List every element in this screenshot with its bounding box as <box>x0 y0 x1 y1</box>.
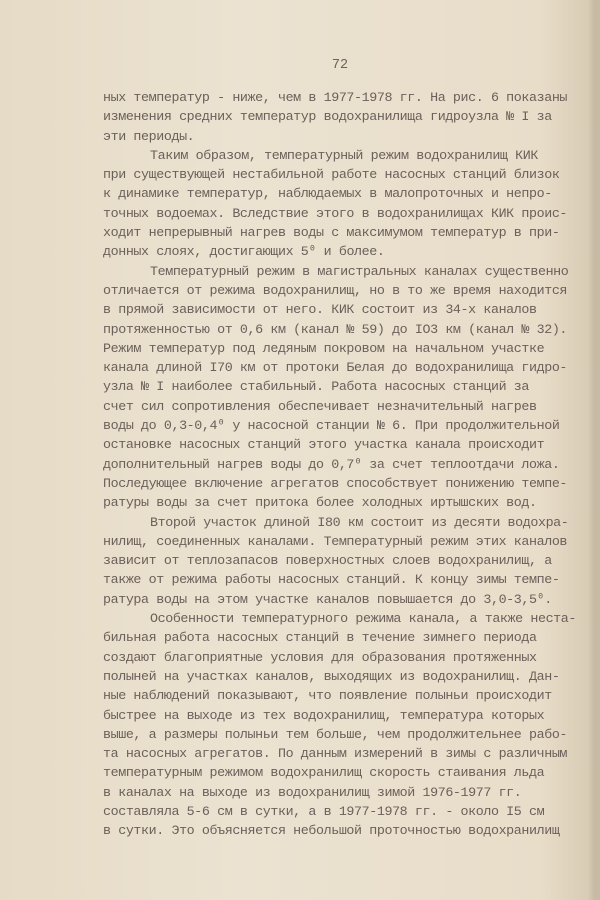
text-line: бильная работа насосных станций в течение зимнего периода <box>103 631 537 647</box>
text-line: отличается от режима водохранилищ, но в то же время находится <box>103 283 568 299</box>
text-line: Последующее включение агрегатов способствует понижению темпе- <box>103 476 568 492</box>
text-line: эти периоды. <box>103 129 195 145</box>
text-line: выше, а размеры полыньи тем больше, чем продолжительнее рабо- <box>103 727 568 743</box>
text-line: при существующей нестабильной работе насосных станций близок <box>103 168 560 184</box>
text-line: быстрее на выходе из тех водохранилищ, температура которых <box>103 708 545 724</box>
text-line: также от режима работы насосных станций. К концу зимы темпе- <box>103 573 560 589</box>
page-number: 72 <box>331 58 349 73</box>
text-line: Таким образом, температурный режим водохранилищ КИК <box>150 148 538 164</box>
text-line: составляла 5-6 см в сутки, а в 1977-1978 гг. - около I5 см <box>103 804 545 820</box>
text-line: протяженностью от 0,6 км (канал № 59) до IO3 км (канал № 32). <box>103 322 568 338</box>
text-line: воды до 0,3-0,4⁰ у насосной станции № 6. При продолжительной <box>103 419 560 435</box>
body-text <box>103 89 598 842</box>
text-line: Режим температур под ледяным покровом на начальном участке <box>103 341 545 357</box>
text-line: к динамике температур, наблюдаемых в малопроточных и непро- <box>103 187 552 203</box>
text-line: в прямой зависимости от него. КИК состоит из 34-х каналов <box>103 303 537 319</box>
text-line: Температурный режим в магистральных каналах существенно <box>150 264 569 280</box>
text-line: ных температур - ниже, чем в 1977-1978 гг. На рис. 6 показаны <box>103 91 568 106</box>
text-line: донных слоях, достигающих 5⁰ и более. <box>103 245 385 261</box>
text-line: та насосных агрегатов. По данным измерений в зимы с различным <box>103 747 568 763</box>
text-line: остановке насосных станций этого участка канала происходит <box>103 438 545 454</box>
text-line: в каналах на выходе из водохранилищ зимой 1976-1977 гг. <box>103 785 522 801</box>
text-line: в сутки. Это объясняется небольшой проточностью водохранилищ <box>103 824 560 840</box>
text-line: температурным режимом водохранилищ скорость стаивания льда <box>103 766 545 782</box>
text-line: точных водоемах. Вследствие этого в водохранилищах КИК проис- <box>103 206 568 222</box>
text-line: Второй участок длиной I80 км состоит из десяти водохра- <box>150 515 569 531</box>
text-line: узла № I наиболее стабильный. Работа насосных станций за <box>103 380 529 396</box>
text-line: Особенности температурного режима канала, а также неста- <box>150 612 576 628</box>
text-line: нилищ, соединенных каналами. Температурный режим этих каналов <box>103 534 568 550</box>
text-line: ные наблюдений показывают, что появление полыньи происходит <box>103 689 552 705</box>
text-line: ратура воды на этом участке каналов повышается до 3,0-3,5⁰. <box>103 592 552 608</box>
text-line: ходит непрерывный нагрев воды с максимумом температур в при- <box>103 226 560 242</box>
text-line: зависит от теплозапасов поверхностных слоев водохранилищ, а <box>103 554 552 570</box>
text-line: создают благоприятные условия для образования протяженных <box>103 650 537 666</box>
text-line: дополнительный нагрев воды до 0,7⁰ за счет теплоотдачи ложа. <box>103 457 560 473</box>
text-line: счет сил сопротивления обеспечивает незначительный нагрев <box>103 399 537 415</box>
text-line: ратуры воды за счет притока более холодных иртышских вод. <box>103 496 537 512</box>
text-line: изменения средних температур водохранилища гидроузла № I за <box>103 110 552 126</box>
text-line: полыней на участках каналов, выходящих из водохранилищ. Дан- <box>103 669 560 685</box>
text-line: канала длиной I70 км от протоки Белая до водохранилища гидро- <box>103 361 568 377</box>
